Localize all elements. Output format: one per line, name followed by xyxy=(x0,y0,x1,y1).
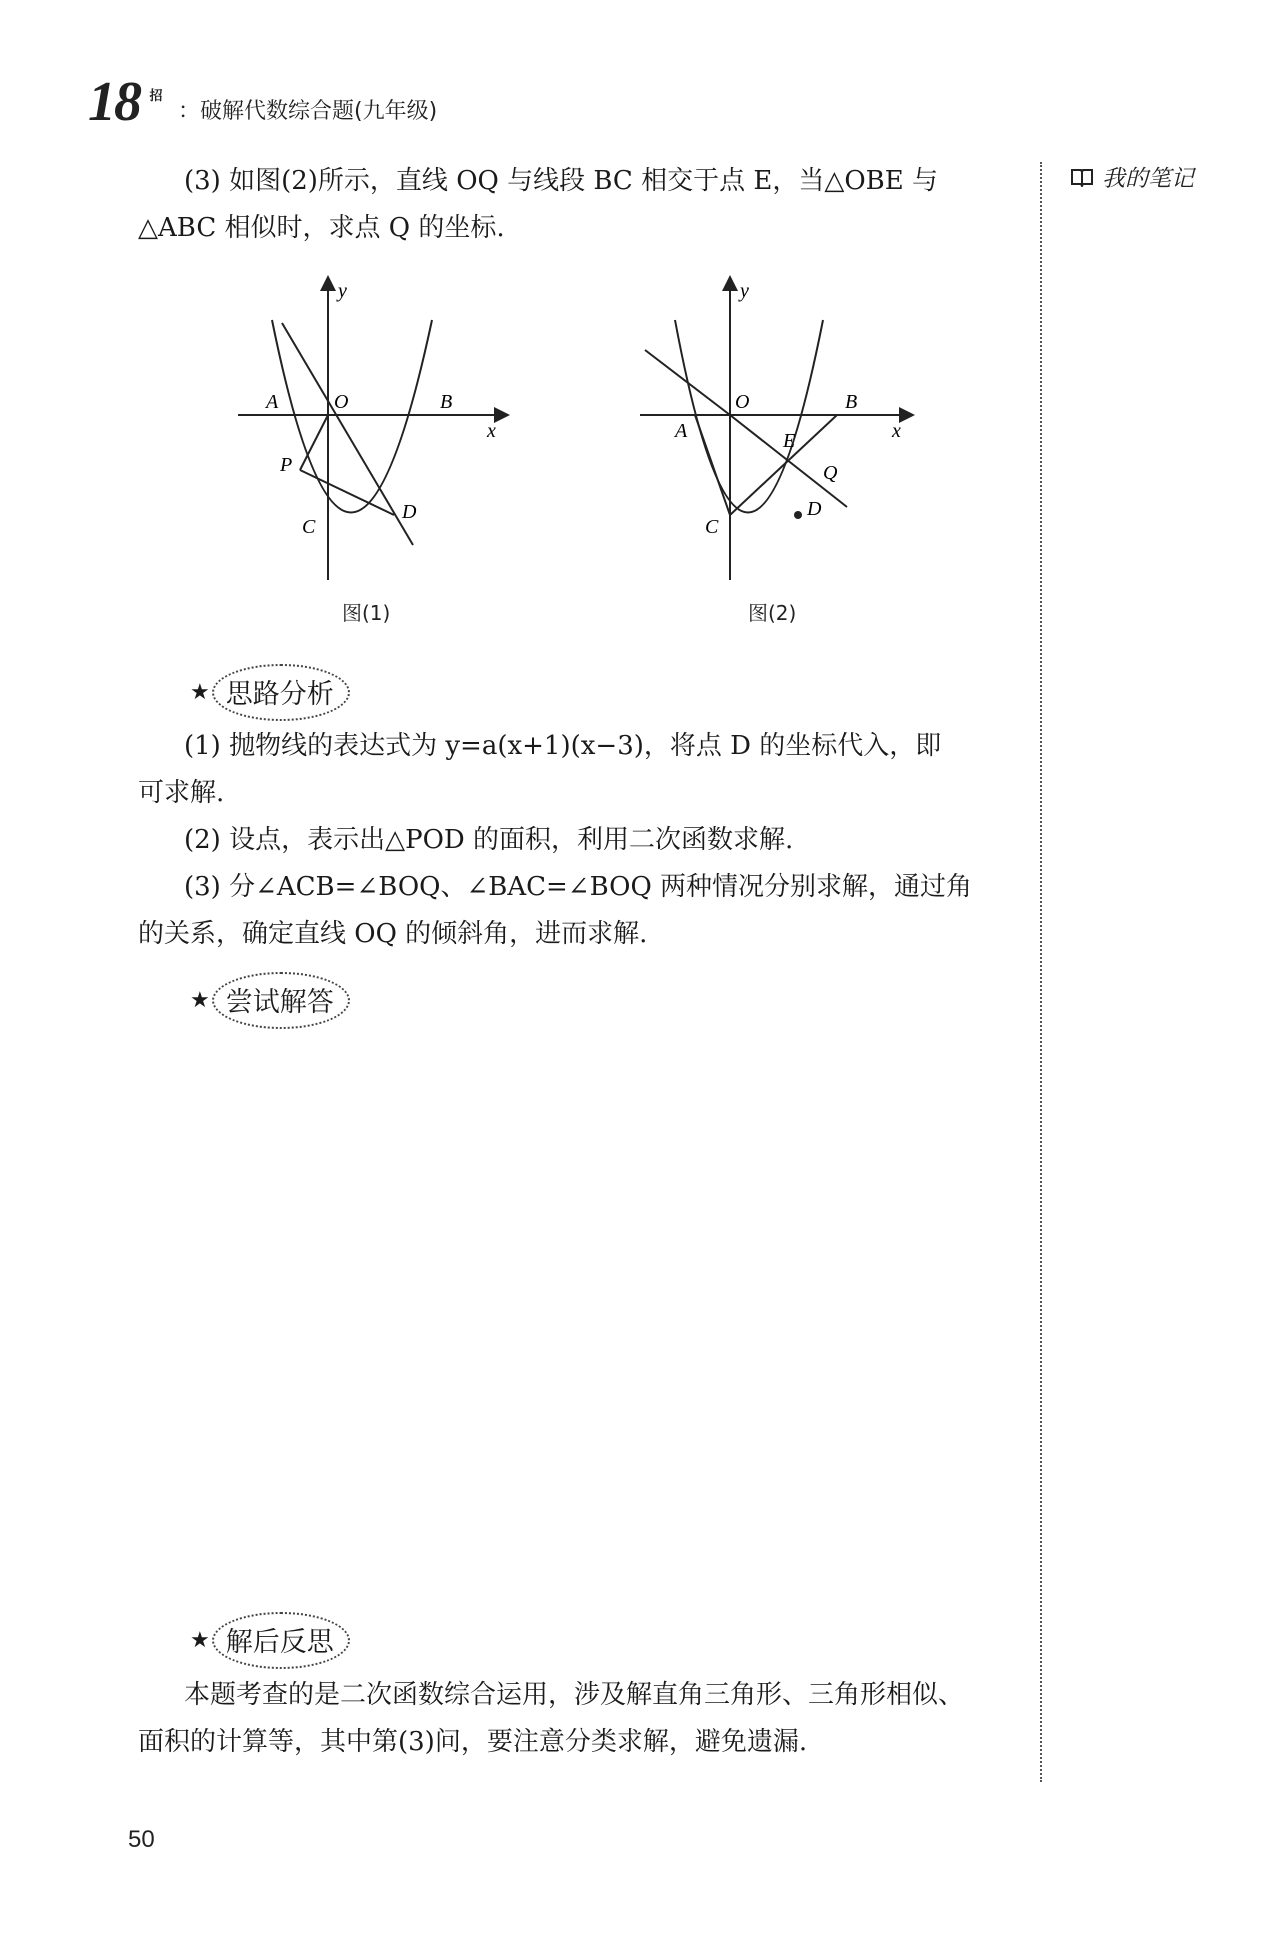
figure-2-caption: 图(2) xyxy=(748,601,797,625)
chapter-number: 18 xyxy=(88,71,140,133)
problem-line-2: △ABC 相似时，求点 Q 的坐标. xyxy=(138,213,505,243)
fig2-label-a: A xyxy=(675,420,688,442)
book-icon xyxy=(1070,167,1094,187)
attempt-heading xyxy=(190,972,350,1029)
reflection-line-2: 面积的计算等，其中第(3)问，要注意分类求解，避免遗漏. xyxy=(138,1727,808,1757)
star-icon: ★ xyxy=(190,680,210,705)
analysis-heading xyxy=(190,664,350,721)
notes-label-text: 我的笔记 xyxy=(1102,166,1194,192)
figure-1-caption: 图(1) xyxy=(342,601,391,625)
fig2-label-x: x xyxy=(892,420,901,442)
problem-line-1: (3) 如图(2)所示，直线 OQ 与线段 BC 相交于点 E，当△OBE 与 xyxy=(184,166,939,196)
fig2-label-b: B xyxy=(845,391,858,413)
notes-label xyxy=(1070,160,1194,193)
star-icon: ★ xyxy=(190,988,210,1013)
analysis-p3-line-1: (3) 分∠ACB=∠BOQ、∠BAC=∠BOQ 两种情况分别求解，通过角 xyxy=(184,872,973,902)
analysis-p1-line-1: (1) 抛物线的表达式为 y=a(x+1)(x−3)，将点 D 的坐标代入，即 xyxy=(184,731,942,761)
star-icon: ★ xyxy=(190,1628,210,1653)
attempt-heading-text: 尝试解答 xyxy=(212,972,350,1029)
fig2-label-q: Q xyxy=(823,462,838,484)
fig2-label-y: y xyxy=(740,280,749,302)
notes-divider xyxy=(1040,162,1042,1782)
reflection-heading-text: 解后反思 xyxy=(212,1612,350,1669)
analysis-p1-line-2: 可求解. xyxy=(138,778,225,808)
figure-1 xyxy=(230,275,520,595)
figure-2 xyxy=(635,275,925,595)
book-title: ：破解代数综合题(九年级) xyxy=(178,99,438,124)
fig1-label-o: O xyxy=(334,391,349,413)
analysis-p2: (2) 设点，表示出△POD 的面积，利用二次函数求解. xyxy=(184,825,794,855)
fig1-parabola xyxy=(272,320,432,513)
chapter-badge: 招 xyxy=(149,89,163,104)
reflection-heading xyxy=(190,1612,350,1669)
fig2-label-o: O xyxy=(735,391,750,413)
fig1-label-a: A xyxy=(266,391,279,413)
fig1-label-y: y xyxy=(338,280,347,302)
fig2-label-e: E xyxy=(783,430,796,452)
analysis-heading-text: 思路分析 xyxy=(212,664,350,721)
fig2-parabola xyxy=(675,320,823,513)
analysis-p3-line-2: 的关系，确定直线 OQ 的倾斜角，进而求解. xyxy=(138,919,648,949)
fig1-label-x: x xyxy=(487,420,496,442)
answer-area[interactable] xyxy=(138,1030,1018,1590)
fig2-label-d: D xyxy=(807,498,822,520)
reflection-line-1: 本题考查的是二次函数综合运用，涉及解直角三角形、三角形相似、 xyxy=(184,1680,965,1710)
fig1-label-c: C xyxy=(302,516,316,538)
fig2-label-c: C xyxy=(705,516,719,538)
fig1-segment-pd xyxy=(300,470,394,515)
fig2-line-upper xyxy=(645,350,730,415)
fig2-segment-ac xyxy=(695,415,730,515)
fig1-segment-op xyxy=(300,415,328,470)
fig2-point-d xyxy=(794,511,802,519)
fig1-label-b: B xyxy=(440,391,453,413)
fig1-label-d: D xyxy=(402,501,417,523)
page-number: 50 xyxy=(128,1826,155,1853)
fig1-label-p: P xyxy=(280,454,293,476)
